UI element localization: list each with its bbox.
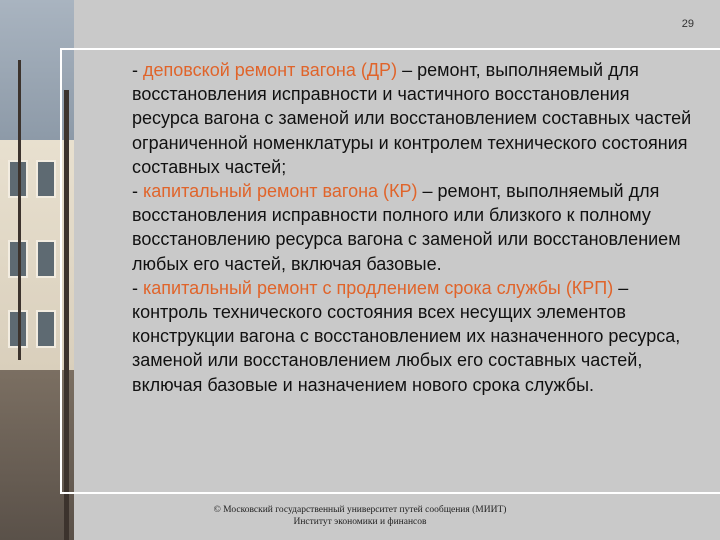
paragraph-kr bbox=[104, 179, 694, 276]
paragraph-krp bbox=[104, 276, 694, 397]
tree-trunk bbox=[18, 60, 21, 360]
window bbox=[36, 240, 56, 278]
definition-kr: – ремонт, выполняемый для восстановления исправности полного или близкого к полному восстановлению ресурса вагона с заменой или восстановлением любых его частей, включая базовые. bbox=[132, 181, 681, 274]
term-dr: деповской ремонт вагона (ДР) bbox=[143, 60, 398, 80]
left-rule bbox=[60, 48, 62, 494]
footer-institute: Институт экономики и финансов bbox=[293, 517, 427, 527]
page-number: 29 bbox=[681, 18, 694, 30]
bullet-dash: - bbox=[132, 277, 143, 298]
term-kr: капитальный ремонт вагона (КР) bbox=[143, 181, 418, 202]
window bbox=[36, 310, 56, 348]
bullet-dash: - bbox=[132, 181, 143, 202]
tree-trunk bbox=[64, 90, 69, 540]
slide-body bbox=[104, 58, 694, 397]
bottom-rule bbox=[60, 492, 720, 494]
paragraph-dr bbox=[104, 58, 694, 179]
footer-copyright: © Московский государственный университет путей сообщения (МИИТ) bbox=[213, 505, 507, 515]
definition-dr: – ремонт, выполняемый для восстановления исправности и частичного восстановления ресурса вагона с заменой или восстановлением составных частей ограниченной номенклатуры и контролем технического состояния составных частей; bbox=[132, 60, 692, 177]
definition-krp: – контроль технического состояния всех несущих элементов конструкции вагона с восстановлением их назначенного ресурса, заменой или восстановлением любых его составных частей, включая базовые и назначением нового срока службы. bbox=[132, 277, 681, 395]
term-krp: капитальный ремонт с продлением срока службы (КРП) bbox=[143, 277, 614, 298]
window bbox=[36, 160, 56, 198]
top-rule bbox=[60, 48, 720, 50]
bullet-dash: - bbox=[132, 60, 143, 80]
footer bbox=[170, 504, 550, 528]
